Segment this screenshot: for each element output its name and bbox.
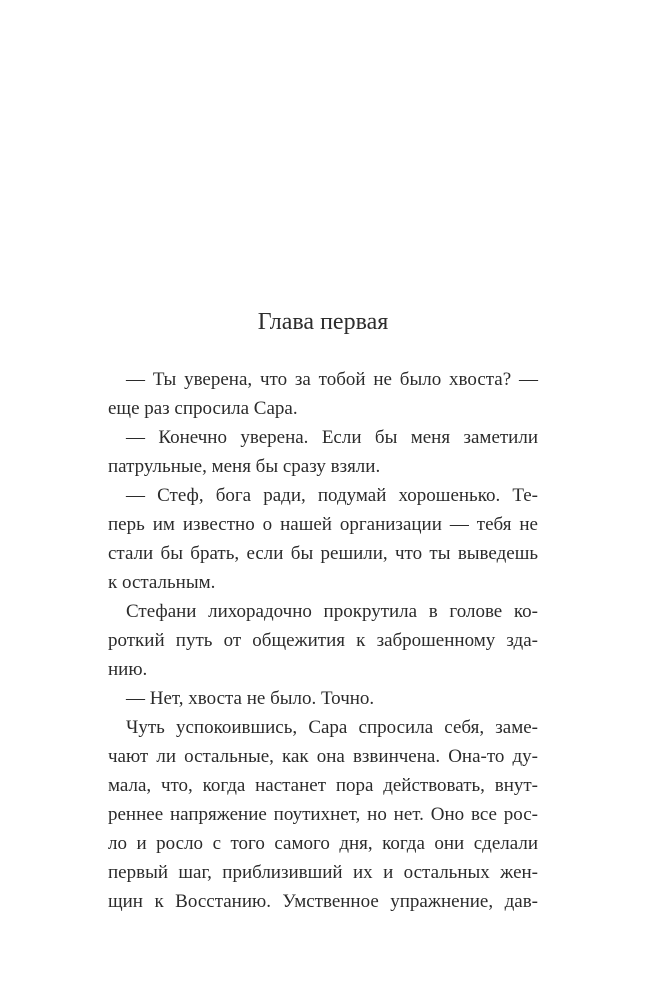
text-line: — Конечно уверена. Если бы меня заметили — [126, 427, 538, 448]
text-line: нию. — [108, 659, 148, 680]
text-line: чают ли остальные, как она взвинчена. Она-то ду- — [108, 746, 538, 767]
text-line: реннее напряжение поутихнет, но нет. Оно все рос- — [108, 804, 538, 825]
text-line: к остальным. — [108, 572, 216, 593]
text-line: патрульные, меня бы сразу взяли. — [108, 456, 381, 477]
text-line: Чуть успокоившись, Сара спросила себя, заме- — [126, 717, 538, 738]
chapter-title: Глава первая — [257, 309, 389, 335]
text-line: еще раз спросила Сара. — [108, 398, 298, 419]
chapter-body — [108, 365, 538, 916]
text-line: стали бы брать, если бы решили, что ты выведешь — [108, 543, 538, 564]
text-line: роткий путь от общежития к заброшенному зда- — [108, 630, 538, 651]
text-line: Стефани лихорадочно прокрутила в голове ко- — [126, 601, 538, 622]
text-line: ло и росло с того самого дня, когда они сделали — [108, 833, 538, 854]
text-line: — Ты уверена, что за тобой не было хвоста? — — [126, 369, 538, 390]
text-line: перь им известно о нашей организации — тебя не — [108, 514, 538, 535]
text-line: мала, что, когда настанет пора действовать, внут- — [108, 775, 538, 796]
text-line: — Нет, хвоста не было. Точно. — [126, 688, 375, 709]
text-line: первый шаг, приблизивший их и остальных жен- — [108, 862, 538, 883]
text-line: — Стеф, бога ради, подумай хорошенько. Те- — [126, 485, 538, 506]
text-line: щин к Восстанию. Умственное упражнение, дав- — [108, 891, 538, 912]
